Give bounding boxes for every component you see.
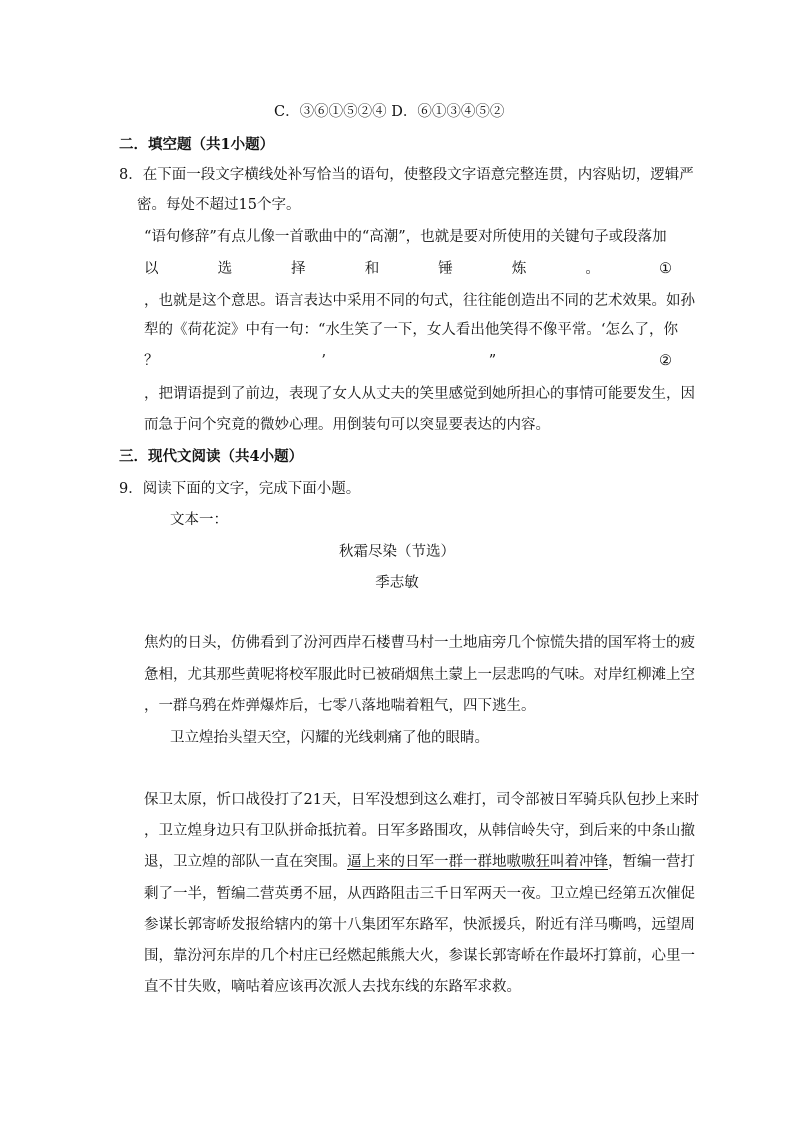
q8-line4-char: 选 [217,261,233,277]
q8-line1: 8．在下面一段文字横线处补写恰当的语句，使整段文字语意完整连贯，内容贴切，逻辑严 [119,167,694,183]
section3-heading: 三．现代文阅读（共4小题） [119,448,304,465]
p3-line1: 保卫太原，忻口战役打了21天，日军没想到这么难打，司令部被日军骑兵队包抄上来时 [144,792,699,808]
q8-line7-char: ② [658,353,672,369]
q8-line7-char: ” [488,353,497,369]
q8-line4-char: 择 [291,261,306,277]
q8-line4-char: 炼 [511,261,527,277]
q8-line4-char: 和 [364,261,380,277]
q8-line7-char: ？ [144,353,159,369]
underlined-sentence: 逼上来的日军一群一群地嗷嗷狂叫着冲锋 [347,854,608,870]
q8-line4-char: 锤 [438,261,453,277]
q8-line9: 而急于问个究竟的微妙心理。用倒装句可以突显要表达的内容。 [144,417,550,433]
p3-line7: 直不甘失败，嘀咕着应该再次派人去找东线的东路军求救。 [144,979,521,995]
p3-line2: ，卫立煌身边只有卫队拼命抵抗着。日军多路围攻，从韩信岭失守，到后来的中条山撤 [144,823,695,839]
q8-line4-char: 以 [144,261,159,277]
passage-title: 秋霜尽染（节选） [339,544,455,560]
p1-line1: 焦灼的日头，仿佛看到了汾河西岸石楼曹马村一土地庙旁几个惊慌失措的国军将士的疲 [144,635,695,651]
p3-line3-pre: 退，卫立煌的部队一直在突围。 [144,854,347,870]
q8-line2: 密。每处不超过15个字。 [137,197,301,213]
p1-line3: ，一群乌鸦在炸弹爆炸后，七零八落地喘着粗气，四下逃生。 [144,698,536,714]
q8-line4-char: 。 [585,261,600,277]
paragraph-2: 卫立煌抬头望天空，闪耀的光线刺痛了他的眼睛。 [170,730,489,746]
section2-heading: 二．填空题（共1小题） [119,136,275,153]
options-line: C．③⑥①⑤②④ D．⑥①③④⑤② [274,104,505,120]
p3-line5: 参谋长郭寄峤发报给辖内的第十八集团军东路军，快派援兵，附近有洋马嘶鸣，远望周 [144,917,695,933]
q8-line5: ，也就是这个意思。语言表达中采用不同的句式，往往能创造出不同的艺术效果。如孙 [144,293,695,309]
p3-line6: 围，靠汾河东岸的几个村庄已经燃起熊熊大火，参谋长郭寄峤在作最坏打算前，心里一 [144,948,695,964]
q8-line4-char: ① [658,261,672,277]
q8-line7-blank [144,352,672,370]
p1-line2: 惫相，尤其那些黄呢将校军服此时已被硝烟焦土蒙上一层悲呜的气味。对岸红柳滩上空 [144,667,695,683]
q8-line6: 犁的《荷花淀》中有一句：“水生笑了一下，女人看出他笑得不像平常。‘怎么了，你 [144,322,679,338]
p3-line3-post: ，暂编一营打 [608,854,695,870]
q8-line4-blank [144,260,672,278]
q8-line8: ，把谓语提到了前边，表现了女人从丈夫的笑里感觉到她所担心的事情可能要发生，因 [144,386,695,402]
p3-line3 [144,853,695,871]
q8-line7-char: ’ [321,353,326,369]
q8-line3: “语句修辞”有点儿像一首歌曲中的“高潮”，也就是要对所使用的关键句子或段落加 [144,229,667,245]
passage-author: 季志敏 [375,575,419,591]
text-label: 文本一： [170,512,228,528]
q9-prompt: 9．阅读下面的文字，完成下面小题。 [119,481,361,497]
p3-line4: 剩了一半，暂编二营英勇不屈，从西路阻击三千日军两天一夜。卫立煌已经第五次催促 [144,886,695,902]
